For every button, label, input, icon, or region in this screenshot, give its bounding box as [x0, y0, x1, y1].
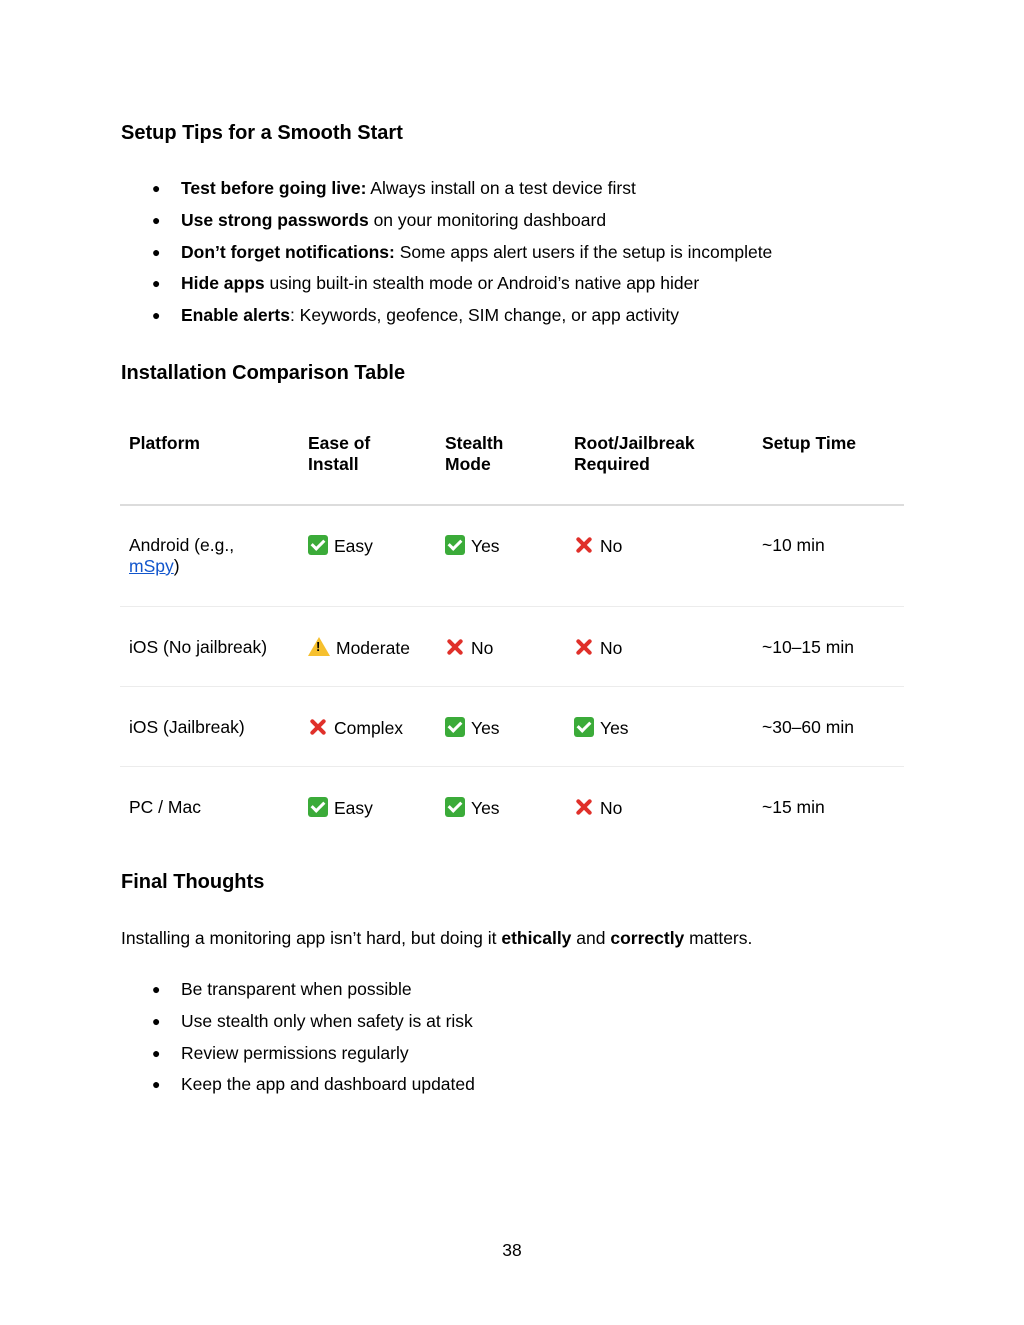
cell-root	[565, 505, 753, 606]
bullet-icon: ●	[152, 211, 161, 228]
list-item	[121, 237, 921, 269]
cell-time: ~10 min	[753, 505, 904, 606]
check-icon	[445, 797, 465, 817]
ease-text: Complex	[334, 717, 404, 738]
bullet-icon: ●	[152, 180, 161, 196]
cross-icon	[574, 637, 594, 657]
header-ease-of-install: Ease of Install	[299, 421, 436, 505]
check-icon	[574, 717, 594, 737]
cell-stealth	[436, 686, 565, 766]
tip-text: using built-in stealth mode or Android’s native app hider	[264, 273, 700, 294]
table-row	[120, 766, 904, 846]
list-item	[121, 1006, 921, 1038]
stealth-text: Yes	[471, 536, 500, 556]
bullet-icon: ●	[152, 1044, 161, 1061]
stealth-text: Yes	[471, 717, 500, 738]
cross-icon	[308, 717, 328, 737]
bullet-icon: ●	[152, 981, 161, 997]
setup-tips-list	[121, 173, 921, 332]
root-text: No	[600, 637, 623, 658]
cell-ease	[299, 686, 436, 766]
tip-bold: Hide apps	[181, 273, 265, 294]
list-item	[121, 268, 921, 300]
root-text: No	[600, 797, 623, 818]
list-item	[121, 205, 921, 237]
platform-text: Android (e.g.,	[129, 535, 235, 555]
page-number: 38	[502, 1240, 522, 1260]
tip-text: : Keywords, geofence, SIM change, or app activity	[289, 305, 680, 326]
cell-time: ~30–60 min	[753, 686, 904, 766]
cell-stealth	[436, 766, 565, 846]
stealth-text: No	[471, 637, 494, 658]
list-item	[121, 974, 921, 1006]
cell-platform: iOS (No jailbreak)	[120, 606, 299, 686]
item-text: Use stealth only when safety is at risk	[181, 1010, 473, 1031]
bullet-icon: ●	[152, 1012, 161, 1029]
cross-icon	[574, 535, 594, 555]
cell-platform	[120, 505, 299, 606]
table-row	[120, 606, 904, 686]
bullet-icon: ●	[152, 275, 161, 292]
cell-stealth	[436, 606, 565, 686]
warning-icon	[308, 637, 330, 656]
root-text: Yes	[600, 717, 629, 738]
bullet-icon: ●	[152, 243, 161, 260]
list-item	[121, 1038, 921, 1070]
list-item	[121, 300, 921, 332]
tip-bold: Enable alerts	[181, 305, 290, 326]
bullet-icon: ●	[152, 1076, 161, 1093]
header-stealth-mode: Stealth Mode	[436, 421, 565, 505]
item-text: Be transparent when possible	[181, 979, 412, 999]
root-text: No	[600, 536, 623, 556]
cell-root	[565, 766, 753, 846]
cell-time: ~15 min	[762, 796, 825, 817]
ease-text: Easy	[334, 797, 373, 818]
mspy-link[interactable]: mSpy	[129, 556, 174, 576]
tip-bold: Use strong passwords	[181, 209, 369, 230]
cell-ease	[299, 606, 436, 686]
para-text: and	[571, 928, 611, 948]
ease-text: Easy	[334, 536, 373, 556]
comparison-table	[120, 421, 904, 846]
cell-stealth	[436, 505, 565, 606]
tip-text: on your monitoring dashboard	[368, 209, 607, 230]
table-header-row	[120, 421, 904, 505]
check-icon	[308, 535, 328, 555]
tip-text: Always install on a test device first	[366, 178, 636, 198]
para-text: matters.	[684, 928, 753, 948]
check-icon	[445, 717, 465, 737]
item-text: Keep the app and dashboard updated	[181, 1074, 475, 1095]
ease-text: Moderate	[336, 637, 410, 658]
cross-icon	[574, 797, 594, 817]
para-text: Installing a monitoring app isn’t hard, but doing it	[121, 928, 502, 948]
para-bold: ethically	[501, 928, 572, 948]
cell-ease	[299, 505, 436, 606]
heading-comparison-table: Installation Comparison Table	[121, 362, 406, 384]
check-icon	[445, 535, 465, 555]
item-text: Review permissions regularly	[181, 1042, 409, 1063]
cell-platform: iOS (Jailbreak)	[120, 686, 299, 766]
list-item	[121, 1069, 921, 1101]
cell-ease	[299, 766, 436, 846]
cell-root	[565, 686, 753, 766]
check-icon	[308, 797, 328, 817]
cell-root	[565, 606, 753, 686]
tip-bold: Test before going live:	[181, 178, 367, 198]
header-setup-time: Setup Time	[753, 421, 904, 505]
header-platform: Platform	[120, 421, 299, 505]
heading-final-thoughts: Final Thoughts	[121, 871, 265, 893]
table-row	[120, 505, 904, 606]
final-thoughts-list	[121, 974, 921, 1101]
stealth-text: Yes	[471, 797, 500, 818]
table-row	[120, 686, 904, 766]
cross-icon	[445, 637, 465, 657]
tip-text: Some apps alert users if the setup is incomplete	[394, 241, 773, 262]
cell-platform: PC / Mac	[129, 796, 201, 817]
list-item	[121, 173, 921, 205]
header-root-jailbreak: Root/Jailbreak Required	[565, 421, 753, 505]
heading-setup-tips: Setup Tips for a Smooth Start	[121, 122, 403, 144]
cell-time: ~10–15 min	[753, 606, 904, 686]
tip-bold: Don’t forget notifications:	[181, 241, 395, 262]
platform-text-after: )	[173, 556, 180, 576]
para-bold: correctly	[610, 928, 685, 948]
final-thoughts-paragraph	[121, 926, 752, 950]
bullet-icon: ●	[152, 307, 161, 324]
